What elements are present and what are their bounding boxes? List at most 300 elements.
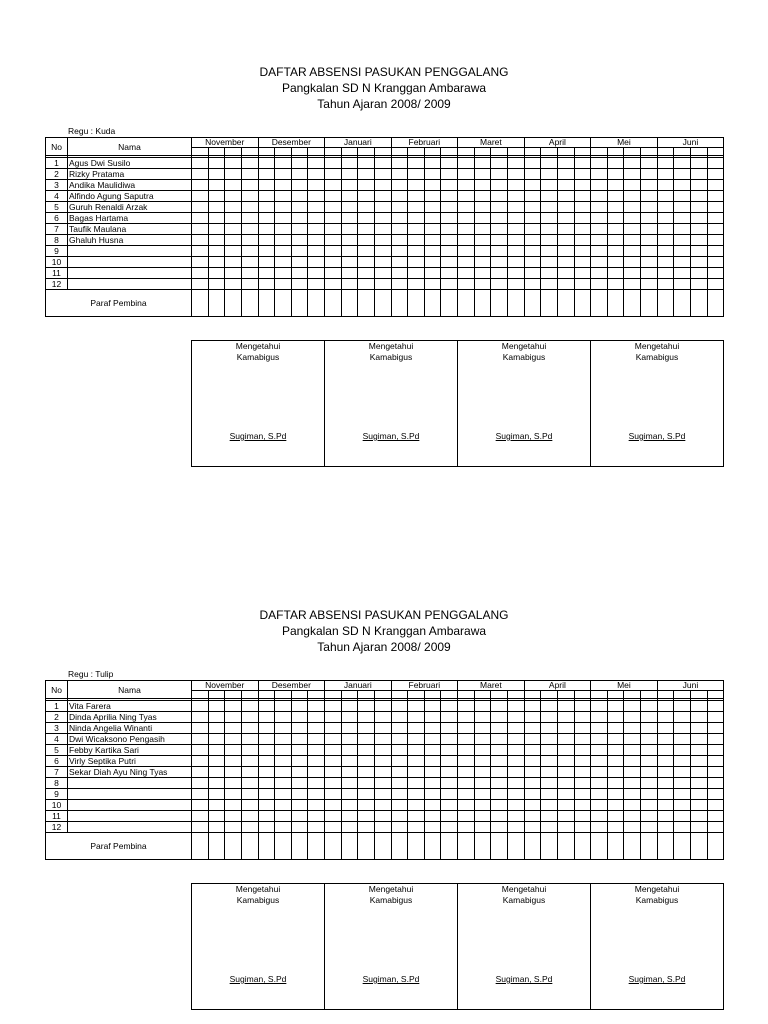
attendance-cell	[441, 701, 458, 712]
attendance-cell	[641, 158, 658, 169]
attendance-cell	[624, 246, 641, 257]
week-header-cell	[225, 148, 242, 156]
attendance-cell	[674, 756, 691, 767]
attendance-table	[45, 680, 724, 860]
signature-line-2: Kamabigus	[635, 895, 679, 905]
attendance-cell	[325, 789, 342, 800]
attendance-cell	[641, 224, 658, 235]
attendance-cell	[225, 202, 242, 213]
attendance-cell	[524, 268, 541, 279]
row-number: 1	[46, 701, 68, 712]
attendance-cell	[707, 224, 724, 235]
week-header-cell	[491, 148, 508, 156]
attendance-cell	[474, 279, 491, 290]
attendance-cell	[225, 279, 242, 290]
week-header-cell	[424, 148, 441, 156]
attendance-cell	[308, 778, 325, 789]
attendance-cell	[641, 191, 658, 202]
attendance-cell	[225, 213, 242, 224]
attendance-cell	[491, 191, 508, 202]
attendance-cell	[325, 224, 342, 235]
attendance-cell	[192, 158, 209, 169]
attendance-cell	[557, 712, 574, 723]
attendance-cell	[641, 180, 658, 191]
paraf-cell	[192, 290, 209, 317]
attendance-cell	[374, 734, 391, 745]
attendance-cell	[690, 257, 707, 268]
attendance-cell	[225, 778, 242, 789]
attendance-cell	[241, 734, 258, 745]
attendance-cell	[707, 257, 724, 268]
paraf-cell	[591, 290, 608, 317]
attendance-cell	[607, 789, 624, 800]
attendance-cell	[657, 734, 674, 745]
attendance-cell	[491, 734, 508, 745]
attendance-cell	[474, 158, 491, 169]
attendance-cell	[258, 701, 275, 712]
attendance-cell	[491, 224, 508, 235]
attendance-cell	[325, 734, 342, 745]
attendance-cell	[474, 789, 491, 800]
attendance-cell	[291, 822, 308, 833]
attendance-cell	[291, 811, 308, 822]
signatory-name: Sugiman, S.Pd	[362, 431, 420, 441]
attendance-cell	[341, 158, 358, 169]
attendance-cell	[424, 235, 441, 246]
attendance-cell	[574, 789, 591, 800]
table-row	[46, 701, 724, 712]
attendance-cell	[674, 723, 691, 734]
attendance-cell	[374, 723, 391, 734]
attendance-cell	[674, 235, 691, 246]
attendance-cell	[491, 169, 508, 180]
member-name: Guruh Renaldi Arzak	[68, 202, 192, 213]
attendance-cell	[441, 257, 458, 268]
attendance-cell	[491, 712, 508, 723]
attendance-cell	[524, 180, 541, 191]
table-row	[46, 811, 724, 822]
title-line-3: Tahun Ajaran 2008/ 2009	[317, 97, 451, 111]
month-header: November	[192, 681, 259, 691]
attendance-cell	[641, 734, 658, 745]
attendance-cell	[524, 800, 541, 811]
week-header-cell	[441, 691, 458, 699]
attendance-cell	[391, 734, 408, 745]
attendance-cell	[441, 734, 458, 745]
attendance-cell	[690, 756, 707, 767]
attendance-cell	[507, 235, 524, 246]
attendance-cell	[192, 767, 209, 778]
table-row	[46, 224, 724, 235]
attendance-cell	[341, 767, 358, 778]
attendance-cell	[408, 701, 425, 712]
attendance-cell	[291, 756, 308, 767]
attendance-cell	[674, 202, 691, 213]
attendance-cell	[657, 279, 674, 290]
attendance-cell	[474, 701, 491, 712]
member-name: Dinda Aprilia Ning Tyas	[68, 712, 192, 723]
attendance-cell	[258, 158, 275, 169]
attendance-cell	[474, 191, 491, 202]
attendance-cell	[607, 257, 624, 268]
attendance-cell	[674, 213, 691, 224]
attendance-cell	[225, 224, 242, 235]
attendance-cell	[491, 745, 508, 756]
month-header: Juni	[657, 681, 724, 691]
paraf-cell	[291, 290, 308, 317]
attendance-cell	[424, 767, 441, 778]
attendance-cell	[275, 213, 292, 224]
attendance-cell	[291, 789, 308, 800]
attendance-cell	[607, 723, 624, 734]
attendance-cell	[591, 745, 608, 756]
attendance-cell	[241, 767, 258, 778]
attendance-cell	[557, 723, 574, 734]
attendance-cell	[358, 789, 375, 800]
attendance-cell	[192, 723, 209, 734]
attendance-cell	[707, 235, 724, 246]
attendance-cell	[458, 734, 475, 745]
attendance-cell	[325, 158, 342, 169]
table-row	[46, 169, 724, 180]
paraf-label: Paraf Pembina	[46, 833, 192, 860]
attendance-cell	[491, 822, 508, 833]
attendance-cell	[258, 778, 275, 789]
week-header-cell	[208, 691, 225, 699]
attendance-cell	[325, 767, 342, 778]
attendance-cell	[291, 723, 308, 734]
table-row	[46, 202, 724, 213]
month-header: Januari	[325, 681, 392, 691]
member-name: Taufik Maulana	[68, 224, 192, 235]
attendance-cell	[607, 701, 624, 712]
attendance-cell	[507, 734, 524, 745]
attendance-cell	[507, 169, 524, 180]
attendance-cell	[657, 778, 674, 789]
attendance-cell	[441, 213, 458, 224]
attendance-cell	[391, 756, 408, 767]
attendance-cell	[674, 224, 691, 235]
attendance-cell	[208, 712, 225, 723]
attendance-cell	[308, 789, 325, 800]
attendance-cell	[424, 822, 441, 833]
attendance-cell	[591, 734, 608, 745]
signature-line-1: Mengetahui	[634, 884, 680, 894]
attendance-cell	[574, 235, 591, 246]
attendance-cell	[707, 822, 724, 833]
attendance-cell	[258, 811, 275, 822]
attendance-cell	[308, 822, 325, 833]
member-name: Agus Dwi Susilo	[68, 158, 192, 169]
attendance-cell	[690, 767, 707, 778]
attendance-cell	[308, 246, 325, 257]
signatory-name: Sugiman, S.Pd	[229, 974, 287, 984]
attendance-cell	[507, 800, 524, 811]
attendance-cell	[707, 778, 724, 789]
attendance-cell	[358, 202, 375, 213]
attendance-cell	[308, 169, 325, 180]
signature-row	[191, 883, 724, 1010]
attendance-cell	[241, 811, 258, 822]
attendance-cell	[591, 279, 608, 290]
attendance-cell	[491, 246, 508, 257]
attendance-cell	[624, 767, 641, 778]
attendance-cell	[441, 224, 458, 235]
week-header-cell	[524, 148, 541, 156]
attendance-cell	[208, 778, 225, 789]
attendance-cell	[474, 723, 491, 734]
attendance-cell	[524, 712, 541, 723]
attendance-cell	[690, 246, 707, 257]
attendance-cell	[391, 268, 408, 279]
attendance-cell	[507, 811, 524, 822]
attendance-cell	[358, 246, 375, 257]
attendance-cell	[325, 778, 342, 789]
attendance-cell	[507, 778, 524, 789]
paraf-cell	[424, 290, 441, 317]
attendance-cell	[707, 268, 724, 279]
attendance-cell	[557, 213, 574, 224]
attendance-cell	[507, 789, 524, 800]
week-header-cell	[241, 691, 258, 699]
paraf-cell	[208, 833, 225, 860]
signature-line-1: Mengetahui	[368, 884, 414, 894]
row-number: 11	[46, 268, 68, 279]
attendance-cell	[557, 822, 574, 833]
row-number: 9	[46, 789, 68, 800]
month-header: Juni	[657, 138, 724, 148]
attendance-cell	[458, 712, 475, 723]
paraf-cell	[674, 290, 691, 317]
attendance-cell	[275, 822, 292, 833]
attendance-cell	[641, 800, 658, 811]
attendance-cell	[491, 800, 508, 811]
attendance-cell	[574, 213, 591, 224]
attendance-cell	[607, 180, 624, 191]
attendance-cell	[690, 822, 707, 833]
attendance-cell	[607, 811, 624, 822]
attendance-cell	[674, 158, 691, 169]
attendance-cell	[707, 701, 724, 712]
attendance-cell	[507, 246, 524, 257]
attendance-cell	[391, 800, 408, 811]
attendance-cell	[491, 202, 508, 213]
attendance-cell	[291, 191, 308, 202]
attendance-cell	[341, 701, 358, 712]
attendance-cell	[641, 246, 658, 257]
attendance-cell	[241, 257, 258, 268]
week-header-cell	[574, 691, 591, 699]
attendance-cell	[358, 213, 375, 224]
attendance-cell	[192, 745, 209, 756]
attendance-cell	[524, 778, 541, 789]
attendance-cell	[258, 213, 275, 224]
signature-box	[192, 341, 325, 466]
attendance-cell	[374, 224, 391, 235]
attendance-cell	[225, 180, 242, 191]
attendance-cell	[690, 268, 707, 279]
row-number: 5	[46, 202, 68, 213]
attendance-cell	[491, 213, 508, 224]
attendance-cell	[291, 701, 308, 712]
attendance-cell	[441, 778, 458, 789]
attendance-cell	[408, 180, 425, 191]
attendance-cell	[308, 235, 325, 246]
signatory-name: Sugiman, S.Pd	[362, 974, 420, 984]
attendance-cell	[591, 246, 608, 257]
attendance-cell	[275, 723, 292, 734]
attendance-cell	[258, 800, 275, 811]
attendance-cell	[308, 723, 325, 734]
attendance-cell	[192, 202, 209, 213]
attendance-cell	[474, 800, 491, 811]
attendance-cell	[374, 800, 391, 811]
attendance-cell	[374, 191, 391, 202]
week-header-cell	[507, 148, 524, 156]
attendance-cell	[707, 246, 724, 257]
paraf-cell	[574, 290, 591, 317]
attendance-cell	[591, 158, 608, 169]
row-number: 6	[46, 213, 68, 224]
attendance-cell	[641, 778, 658, 789]
attendance-cell	[275, 169, 292, 180]
attendance-cell	[524, 745, 541, 756]
attendance-cell	[241, 712, 258, 723]
attendance-cell	[208, 756, 225, 767]
attendance-cell	[690, 235, 707, 246]
attendance-cell	[624, 822, 641, 833]
attendance-cell	[408, 756, 425, 767]
attendance-cell	[441, 811, 458, 822]
member-name: Sekar Diah Ayu Ning Tyas	[68, 767, 192, 778]
attendance-cell	[607, 191, 624, 202]
attendance-cell	[308, 712, 325, 723]
attendance-cell	[707, 723, 724, 734]
attendance-cell	[674, 191, 691, 202]
paraf-cell	[524, 833, 541, 860]
attendance-cell	[208, 257, 225, 268]
attendance-cell	[391, 180, 408, 191]
attendance-cell	[341, 279, 358, 290]
attendance-cell	[241, 224, 258, 235]
attendance-cell	[507, 224, 524, 235]
attendance-cell	[541, 235, 558, 246]
attendance-cell	[325, 756, 342, 767]
attendance-cell	[574, 756, 591, 767]
attendance-cell	[507, 158, 524, 169]
attendance-cell	[541, 158, 558, 169]
attendance-cell	[474, 213, 491, 224]
member-name: Virly Septika Putri	[68, 756, 192, 767]
month-header: Maret	[458, 681, 525, 691]
week-header-cell	[674, 148, 691, 156]
attendance-cell	[391, 811, 408, 822]
attendance-cell	[241, 701, 258, 712]
attendance-cell	[541, 734, 558, 745]
attendance-cell	[474, 169, 491, 180]
week-header-cell	[591, 691, 608, 699]
week-header-cell	[624, 691, 641, 699]
attendance-cell	[192, 756, 209, 767]
attendance-cell	[657, 723, 674, 734]
member-name	[68, 789, 192, 800]
signature-line-1: Mengetahui	[501, 884, 547, 894]
attendance-cell	[192, 800, 209, 811]
attendance-cell	[325, 180, 342, 191]
attendance-cell	[192, 279, 209, 290]
attendance-cell	[491, 268, 508, 279]
paraf-cell	[591, 833, 608, 860]
attendance-cell	[707, 158, 724, 169]
attendance-cell	[291, 235, 308, 246]
signatory-name: Sugiman, S.Pd	[495, 974, 553, 984]
attendance-cell	[474, 235, 491, 246]
paraf-cell	[441, 833, 458, 860]
attendance-cell	[541, 701, 558, 712]
week-header-cell	[441, 148, 458, 156]
attendance-cell	[458, 202, 475, 213]
attendance-cell	[391, 158, 408, 169]
attendance-cell	[674, 811, 691, 822]
attendance-cell	[258, 767, 275, 778]
attendance-cell	[192, 712, 209, 723]
attendance-cell	[524, 202, 541, 213]
month-header: Maret	[458, 138, 525, 148]
paraf-cell	[541, 833, 558, 860]
attendance-cell	[541, 723, 558, 734]
attendance-cell	[507, 180, 524, 191]
row-number: 1	[46, 158, 68, 169]
attendance-cell	[591, 756, 608, 767]
attendance-cell	[657, 180, 674, 191]
attendance-cell	[707, 767, 724, 778]
attendance-cell	[424, 800, 441, 811]
row-number: 7	[46, 767, 68, 778]
attendance-cell	[341, 180, 358, 191]
attendance-cell	[607, 778, 624, 789]
attendance-cell	[424, 268, 441, 279]
week-header-cell	[524, 691, 541, 699]
regu-label: Regu : Kuda	[68, 126, 116, 136]
paraf-cell	[208, 290, 225, 317]
attendance-cell	[641, 213, 658, 224]
attendance-cell	[341, 169, 358, 180]
attendance-cell	[341, 202, 358, 213]
week-header-cell	[391, 148, 408, 156]
attendance-cell	[374, 202, 391, 213]
attendance-cell	[541, 279, 558, 290]
attendance-cell	[325, 213, 342, 224]
week-header-cell	[607, 148, 624, 156]
attendance-cell	[275, 235, 292, 246]
attendance-cell	[607, 712, 624, 723]
attendance-cell	[441, 745, 458, 756]
week-header-cell	[258, 691, 275, 699]
attendance-cell	[341, 257, 358, 268]
attendance-cell	[441, 268, 458, 279]
attendance-cell	[624, 778, 641, 789]
attendance-cell	[325, 268, 342, 279]
table-row	[46, 257, 724, 268]
attendance-cell	[424, 745, 441, 756]
row-number: 11	[46, 811, 68, 822]
attendance-cell	[591, 268, 608, 279]
attendance-cell	[458, 213, 475, 224]
attendance-cell	[524, 224, 541, 235]
attendance-cell	[641, 789, 658, 800]
title-line-3: Tahun Ajaran 2008/ 2009	[317, 640, 451, 654]
attendance-cell	[557, 224, 574, 235]
